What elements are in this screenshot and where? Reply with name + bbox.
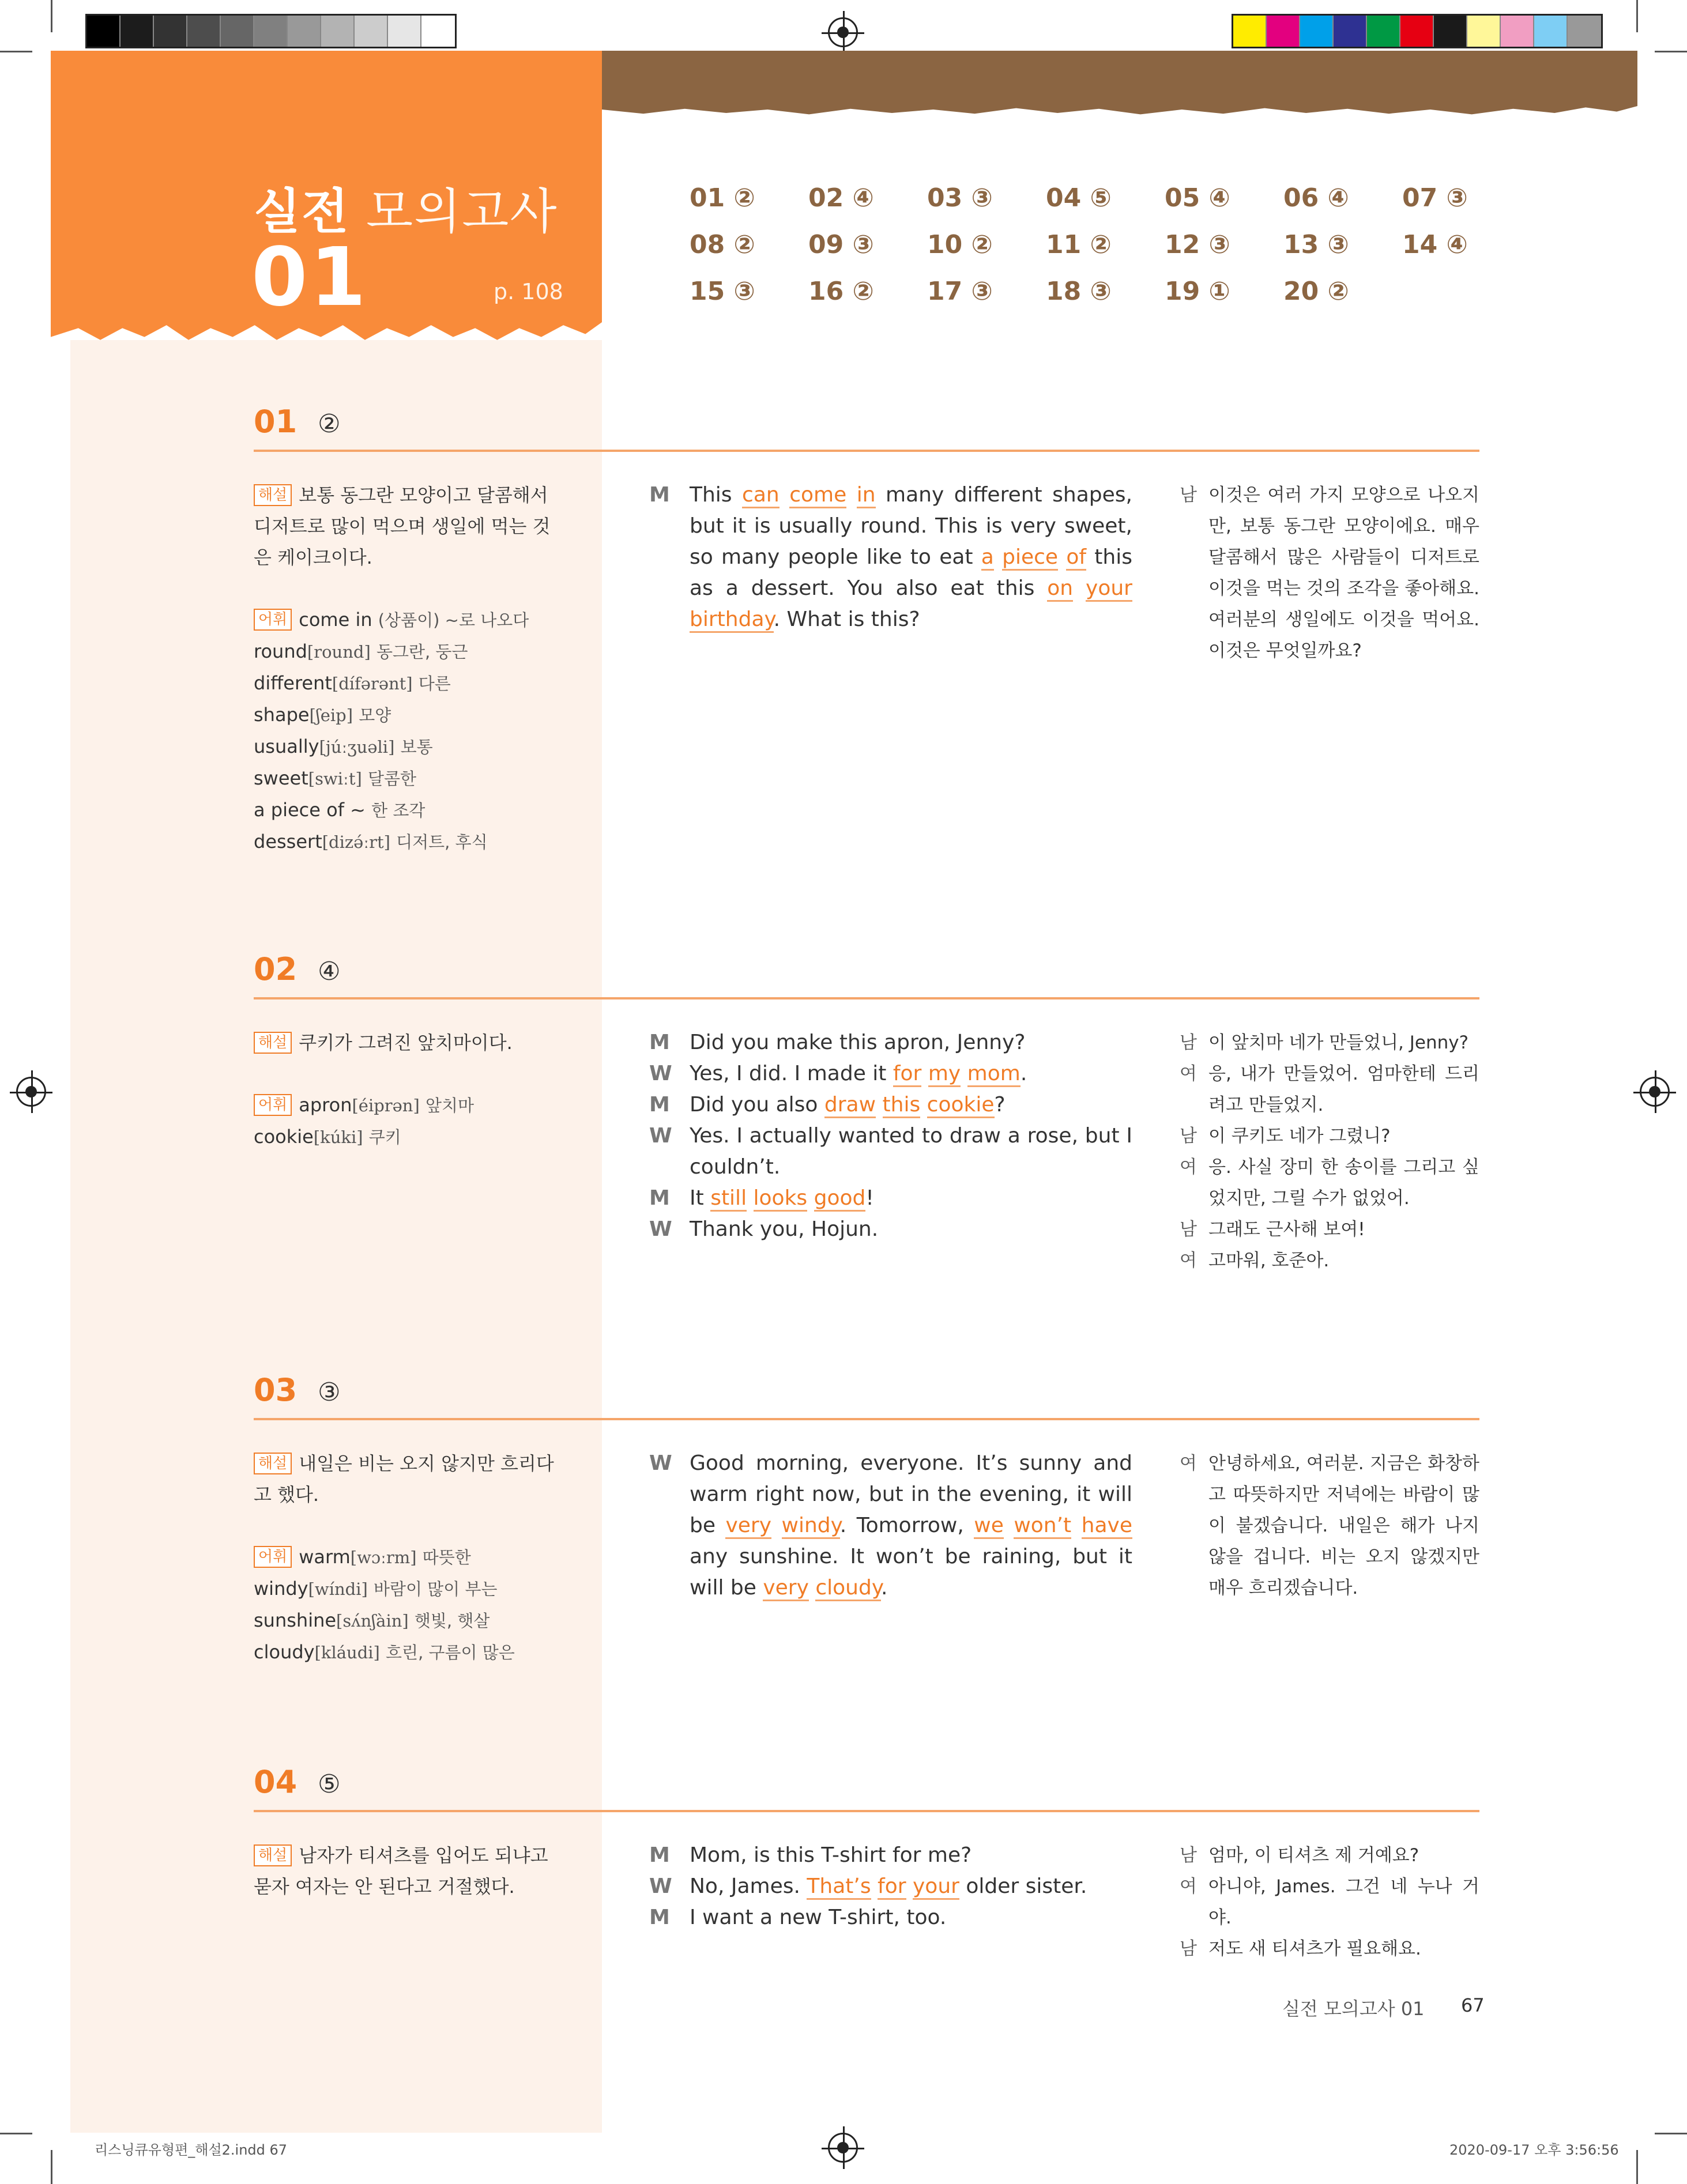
dialog-text: many different shapes, but it is usually round. This is very sweet, so many people like to eat <box>690 483 1132 569</box>
color-swatch <box>1501 16 1534 47</box>
vocabulary-meaning: 다른 <box>418 674 451 693</box>
vocabulary-item <box>254 1121 565 1153</box>
dialog-line <box>648 1840 1132 1871</box>
dialog-line <box>648 1902 1132 1933</box>
translation-line <box>1180 1121 1479 1152</box>
vocabulary-pronunciation: [wɔːrm] <box>350 1548 417 1567</box>
vocabulary-meaning: (상품이) ~로 나오다 <box>378 610 529 630</box>
vocabulary-word: different <box>254 672 332 694</box>
answer-key-item: 05 ④ <box>1165 183 1230 213</box>
question-number: 04 <box>254 1764 298 1800</box>
question-divider <box>254 450 1479 452</box>
translation-line <box>1180 1152 1479 1214</box>
explanation-text <box>254 480 565 573</box>
question-header <box>254 951 341 987</box>
dictation-blank-word: for <box>878 1874 906 1900</box>
dialog-line <box>648 1183 1132 1214</box>
answer-key-item: 16 ② <box>808 277 874 306</box>
korean-translation <box>1180 1840 1479 1964</box>
dialog-text <box>807 1186 814 1210</box>
dialog-text: Did you make this apron, Jenny? <box>690 1031 1026 1054</box>
color-swatch <box>421 16 455 47</box>
korean-translation <box>1180 1448 1479 1604</box>
translation-text: 아니야, James. 그건 네 누나 거야. <box>1208 1876 1479 1928</box>
dialog-text: any sunshine. It won’t be raining, but it will be <box>690 1545 1132 1600</box>
speaker-label: M <box>649 483 670 507</box>
header-brown-band <box>602 51 1637 120</box>
color-swatch <box>221 16 254 47</box>
dictation-blank-word: have <box>1082 1514 1132 1539</box>
translation-line <box>1180 1933 1479 1964</box>
vocabulary-item <box>254 826 565 858</box>
korean-translation <box>1180 480 1479 666</box>
explanation-column <box>254 1027 565 1153</box>
answer-key-item: 07 ③ <box>1402 183 1468 213</box>
dialog-text <box>1073 576 1086 600</box>
speaker-label: M <box>649 1906 670 1929</box>
question-answer: ② <box>318 409 341 439</box>
question-answer: ④ <box>318 957 341 986</box>
dictation-blank-word: birthday <box>690 608 774 633</box>
dictation-blank-word: very <box>763 1576 809 1601</box>
vocabulary-meaning: 쿠키 <box>368 1127 401 1147</box>
color-swatch <box>187 16 221 47</box>
explanation-body: 남자가 티셔츠를 입어도 되냐고 묻자 여자는 안 된다고 거절했다. <box>254 1844 548 1898</box>
dialog-text: older sister. <box>959 1874 1087 1898</box>
color-swatch <box>1568 16 1601 47</box>
process-color-bar <box>1232 14 1603 48</box>
dialog-script <box>648 1448 1132 1604</box>
question-number: 01 <box>254 403 298 440</box>
color-swatch <box>321 16 355 47</box>
translation-text: 그래도 근사해 보여! <box>1208 1219 1365 1240</box>
answer-key-item: 15 ③ <box>690 277 755 306</box>
vocabulary-word: warm <box>299 1546 351 1568</box>
dialog-text: . Tomorrow, <box>839 1514 974 1537</box>
vocabulary-tag: 어휘 <box>254 1094 292 1116</box>
dialog-text: this as a dessert. You also eat this <box>690 545 1132 600</box>
dictation-blank-word: a <box>981 545 994 571</box>
dialog-line <box>648 1448 1132 1604</box>
vocabulary-pronunciation: [kláudi] <box>314 1643 380 1662</box>
dialog-text <box>846 483 856 507</box>
dictation-blank-word: your <box>913 1874 959 1900</box>
answer-key-item: 11 ② <box>1046 230 1112 259</box>
dictation-blank-word: piece <box>1002 545 1058 571</box>
vocabulary-tag: 어휘 <box>254 1546 292 1568</box>
vocabulary-word: sunshine <box>254 1609 337 1631</box>
speaker-label: W <box>649 1124 672 1148</box>
vocabulary-word: apron <box>299 1094 352 1116</box>
color-swatch <box>1334 16 1367 47</box>
dialog-text: ? <box>994 1093 1006 1116</box>
explanation-body: 쿠키가 그려진 앞치마이다. <box>299 1032 513 1054</box>
vocabulary-item <box>254 731 565 763</box>
answer-key-item: 14 ④ <box>1402 230 1468 259</box>
question-answer: ③ <box>318 1378 341 1407</box>
vocabulary-list <box>254 1089 565 1153</box>
crop-mark <box>51 2150 52 2184</box>
question-answer: ⑤ <box>318 1770 341 1799</box>
dialog-text: It <box>690 1186 711 1210</box>
registration-mark-right-icon <box>1640 1077 1670 1107</box>
color-swatch <box>1300 16 1334 47</box>
dialog-text: Did you also <box>690 1093 824 1116</box>
vocabulary-pronunciation: [swiːt] <box>308 769 362 789</box>
answer-key-item: 10 ② <box>927 230 993 259</box>
translation-speaker: 여 <box>1180 1250 1197 1271</box>
translation-line <box>1180 1214 1479 1245</box>
dictation-blank-word: your <box>1086 576 1132 602</box>
translation-text: 응, 내가 만들었어. 엄마한테 드리려고 만들었지. <box>1208 1063 1479 1115</box>
vocabulary-meaning: 동그란, 둥근 <box>376 642 468 662</box>
question-divider <box>254 1418 1479 1420</box>
answer-key-item: 20 ② <box>1283 277 1349 306</box>
translation-speaker: 여 <box>1180 1453 1197 1474</box>
vocabulary-meaning: 보통 <box>400 737 433 757</box>
page-number: 67 <box>1461 1994 1485 2016</box>
translation-speaker: 남 <box>1180 485 1197 506</box>
color-swatch <box>1434 16 1467 47</box>
dialog-text <box>961 1062 967 1085</box>
registration-mark-left-icon <box>16 1077 46 1107</box>
vocabulary-word: shape <box>254 704 310 726</box>
translation-text: 엄마, 이 티셔츠 제 거예요? <box>1208 1845 1419 1866</box>
answer-key-item: 06 ④ <box>1283 183 1349 213</box>
crop-mark <box>1636 2150 1638 2184</box>
explanation-text <box>254 1840 565 1902</box>
vocabulary-word: come in <box>299 609 372 631</box>
answer-key-item: 08 ② <box>690 230 755 259</box>
answer-key-item: 17 ③ <box>927 277 993 306</box>
color-swatch <box>1367 16 1400 47</box>
question-header <box>254 1372 341 1408</box>
dialog-text <box>1004 1514 1014 1537</box>
dictation-blank-word: of <box>1066 545 1086 571</box>
crop-mark <box>1636 0 1638 32</box>
vocabulary-meaning: 앞치마 <box>425 1096 475 1115</box>
explanation-text <box>254 1448 565 1510</box>
dictation-blank-word: cookie <box>927 1093 995 1118</box>
korean-translation <box>1180 1027 1479 1276</box>
dictation-blank-word: in <box>857 483 876 508</box>
dialog-line <box>648 1089 1132 1121</box>
dictation-blank-word: come <box>789 483 846 508</box>
dialog-text <box>994 545 1002 569</box>
speaker-label: M <box>649 1093 670 1116</box>
print-timestamp: 2020-09-17 오후 3:56:56 <box>1449 2142 1619 2158</box>
dictation-blank-word: my <box>928 1062 961 1087</box>
vocabulary-item <box>254 1541 565 1573</box>
color-swatch <box>388 16 421 47</box>
speaker-label: W <box>649 1874 672 1898</box>
answer-key-item: 12 ③ <box>1165 230 1230 259</box>
vocabulary-word: sweet <box>254 767 308 789</box>
answer-key-item: 13 ③ <box>1283 230 1349 259</box>
translation-text: 안녕하세요, 여러분. 지금은 화창하고 따뜻하지만 저녁에는 바람이 많이 불겠습니다. 내일은 해가 나지 않을 겁니다. 비는 오지 않겠지만 매우 흐리겠습니다. <box>1208 1453 1479 1598</box>
vocabulary-meaning: 따뜻한 <box>422 1548 471 1567</box>
dialog-text <box>1071 1514 1081 1537</box>
color-swatch <box>87 16 120 47</box>
exam-title: 실전 모의고사 <box>254 183 558 240</box>
crop-mark <box>1655 2133 1687 2134</box>
vocabulary-meaning: 한 조각 <box>371 801 425 820</box>
explanation-tag: 해설 <box>254 1844 292 1866</box>
dictation-blank-word: on <box>1047 576 1073 602</box>
registration-mark-top-icon <box>828 17 858 47</box>
dialog-script <box>648 1840 1132 1933</box>
dialog-line <box>648 1121 1132 1183</box>
explanation-column <box>254 1448 565 1668</box>
vocabulary-word: windy <box>254 1578 308 1600</box>
question-number: 02 <box>254 951 298 987</box>
speaker-label: M <box>649 1186 670 1210</box>
dictation-blank-word: this <box>883 1093 921 1118</box>
color-swatch <box>1233 16 1267 47</box>
translation-speaker: 여 <box>1180 1157 1197 1178</box>
footer-section-title: 실전 모의고사 01 <box>1282 1998 1425 2020</box>
dialog-text: Thank you, Hojun. <box>690 1217 879 1241</box>
dictation-blank-word: That’s <box>807 1874 871 1900</box>
translation-text: 이것은 여러 가지 모양으로 나오지만, 보통 동그란 모양이에요. 매우 달콤해서 많은 사람들이 디저트로 이것을 먹는 것의 조각을 좋아해요. 여러분의 생일에도 이것을 먹어요. 이것은 무엇일까요? <box>1208 485 1479 661</box>
crop-mark <box>1655 51 1687 52</box>
crop-mark <box>51 0 52 32</box>
translation-text: 이 쿠키도 네가 그렸니? <box>1208 1126 1391 1146</box>
color-swatch <box>254 16 288 47</box>
speaker-label: W <box>649 1062 672 1085</box>
explanation-column <box>254 1840 565 1902</box>
question-header <box>254 1764 341 1800</box>
translation-speaker: 남 <box>1180 1938 1197 1959</box>
dialog-text: This <box>690 483 743 507</box>
vocabulary-word: dessert <box>254 831 322 853</box>
question-header <box>254 403 341 440</box>
translation-line <box>1180 1448 1479 1604</box>
dialog-text <box>780 483 789 507</box>
vocabulary-item <box>254 1573 565 1605</box>
color-swatch <box>154 16 187 47</box>
vocabulary-item <box>254 604 565 636</box>
vocabulary-pronunciation: [sʌ́nʃàin] <box>336 1611 409 1631</box>
translation-line <box>1180 1871 1479 1933</box>
vocabulary-word: round <box>254 640 307 662</box>
dialog-text <box>809 1576 815 1600</box>
vocabulary-tag: 어휘 <box>254 609 292 631</box>
answer-key-item: 03 ③ <box>927 183 993 213</box>
vocabulary-pronunciation: [dizə́ːrt] <box>322 832 390 852</box>
crop-mark <box>0 51 32 52</box>
vocabulary-pronunciation: [wíndi] <box>308 1579 368 1599</box>
vocabulary-pronunciation: [kúki] <box>313 1127 363 1147</box>
vocabulary-list <box>254 604 565 858</box>
answer-key-grid <box>690 183 1508 306</box>
dialog-text <box>920 1093 927 1116</box>
answer-key-item: 04 ⑤ <box>1046 183 1112 213</box>
translation-speaker: 여 <box>1180 1876 1197 1897</box>
dialog-line <box>648 1027 1132 1058</box>
translation-line <box>1180 1245 1479 1276</box>
vocabulary-item <box>254 667 565 699</box>
vocabulary-item <box>254 636 565 667</box>
vocabulary-list <box>254 1541 565 1668</box>
dialog-text: ! <box>865 1186 874 1210</box>
vocabulary-pronunciation: [dífərənt] <box>332 674 413 693</box>
dictation-blank-word: mom <box>967 1062 1021 1087</box>
speaker-label: M <box>649 1031 670 1054</box>
dialog-text: I want a new T-shirt, too. <box>690 1906 947 1929</box>
dialog-text: Mom, is this T-shirt for me? <box>690 1843 972 1867</box>
translation-text: 저도 새 티셔츠가 필요해요. <box>1208 1938 1421 1959</box>
color-swatch <box>288 16 321 47</box>
vocabulary-meaning: 흐린, 구름이 많은 <box>386 1643 515 1662</box>
explanation-column <box>254 480 565 858</box>
answer-key-item: 19 ① <box>1165 277 1230 306</box>
registration-mark-bottom-icon <box>828 2133 858 2163</box>
vocabulary-pronunciation: [ʃeip] <box>309 706 353 725</box>
translation-speaker: 남 <box>1180 1845 1197 1866</box>
dialog-line <box>648 480 1132 635</box>
dialog-text <box>906 1874 913 1898</box>
color-swatch <box>1267 16 1300 47</box>
vocabulary-item <box>254 763 565 794</box>
vocabulary-item <box>254 794 565 826</box>
vocabulary-pronunciation: [júːʒuəli] <box>319 737 395 757</box>
dialog-text: Yes, I did. I made it <box>690 1062 893 1085</box>
explanation-body: 보통 동그란 모양이고 달콤해서 디저트로 많이 먹으며 생일에 먹는 것은 케이크이다. <box>254 484 551 568</box>
explanation-text <box>254 1027 565 1058</box>
vocabulary-word: cloudy <box>254 1641 315 1663</box>
vocabulary-word: a piece of ~ <box>254 799 366 821</box>
question-number: 03 <box>254 1372 298 1408</box>
speaker-label: M <box>649 1843 670 1867</box>
speaker-label: W <box>649 1217 672 1241</box>
question-divider <box>254 1810 1479 1812</box>
dictation-blank-word: looks <box>754 1186 808 1212</box>
dialog-text: No, James. <box>690 1874 807 1898</box>
file-slug: 리스닝큐유형편_해설2.indd 67 <box>95 2142 288 2158</box>
vocabulary-pronunciation: [éiprən] <box>352 1096 420 1115</box>
vocabulary-item <box>254 699 565 731</box>
dialog-line <box>648 1871 1132 1902</box>
vocabulary-item <box>254 1605 565 1636</box>
color-swatch <box>120 16 154 47</box>
color-swatch <box>1534 16 1568 47</box>
dictation-blank-word: cloudy <box>815 1576 881 1601</box>
explanation-body: 내일은 비는 오지 않지만 흐리다고 했다. <box>254 1453 554 1506</box>
explanation-tag: 해설 <box>254 1453 292 1474</box>
color-swatch <box>1467 16 1501 47</box>
translation-speaker: 남 <box>1180 1126 1197 1146</box>
dictation-blank-word: still <box>710 1186 747 1212</box>
explanation-tag: 해설 <box>254 484 292 506</box>
dictation-blank-word: very <box>725 1514 771 1539</box>
dictation-blank-word: windy <box>782 1514 840 1539</box>
dialog-line <box>648 1214 1132 1245</box>
dialog-text <box>771 1514 781 1537</box>
dialog-text: . <box>881 1576 888 1600</box>
translation-speaker: 남 <box>1180 1219 1197 1240</box>
translation-text: 응. 사실 장미 한 송이를 그리고 싶었지만, 그릴 수가 없었어. <box>1208 1157 1479 1209</box>
translation-text: 이 앞치마 네가 만들었니, Jenny? <box>1208 1032 1469 1053</box>
vocabulary-item <box>254 1089 565 1121</box>
explanation-tag: 해설 <box>254 1032 292 1054</box>
dictation-blank-word: we <box>974 1514 1004 1539</box>
exam-number: 01 <box>251 231 368 325</box>
dialog-script <box>648 480 1132 635</box>
vocabulary-meaning: 모양 <box>359 706 391 725</box>
dictation-blank-word: draw <box>824 1093 876 1118</box>
dialog-text <box>921 1062 928 1085</box>
vocabulary-meaning: 햇빛, 햇살 <box>414 1611 490 1631</box>
dictation-blank-word: for <box>893 1062 922 1087</box>
translation-line <box>1180 1058 1479 1121</box>
vocabulary-meaning: 디저트, 후식 <box>396 832 488 852</box>
dictation-blank-word: won’t <box>1014 1514 1071 1539</box>
color-swatch <box>355 16 388 47</box>
vocabulary-meaning: 달콤한 <box>367 769 417 789</box>
dialog-text: . What is this? <box>773 608 920 631</box>
dialog-line <box>648 1058 1132 1089</box>
vocabulary-item <box>254 1636 565 1668</box>
crop-mark <box>0 2133 32 2134</box>
answer-key-item: 02 ④ <box>808 183 874 213</box>
question-divider <box>254 997 1479 999</box>
dialog-text: Good morning, everyone. It’s sunny and warm right now, but in the evening, it will be <box>690 1451 1132 1537</box>
dialog-text <box>876 1093 882 1116</box>
vocabulary-word: cookie <box>254 1126 314 1148</box>
gray-color-bar <box>85 14 457 48</box>
answer-key-item: 01 ② <box>690 183 755 213</box>
translation-speaker: 남 <box>1180 1032 1197 1053</box>
vocabulary-word: usually <box>254 735 319 757</box>
page-reference: p. 108 <box>494 279 563 304</box>
dialog-script <box>648 1027 1132 1245</box>
dialog-text <box>1058 545 1066 569</box>
dialog-text <box>871 1874 878 1898</box>
vocabulary-meaning: 바람이 많이 부는 <box>374 1579 498 1599</box>
translation-line <box>1180 480 1479 666</box>
translation-text: 고마워, 호준아. <box>1208 1250 1330 1271</box>
dictation-blank-word: good <box>814 1186 866 1212</box>
translation-line <box>1180 1840 1479 1871</box>
dialog-text: Yes. I actually wanted to draw a rose, but I couldn’t. <box>690 1124 1132 1179</box>
dialog-text <box>747 1186 753 1210</box>
vocabulary-pronunciation: [round] <box>307 642 371 662</box>
translation-speaker: 여 <box>1180 1063 1197 1084</box>
answer-key-item: 09 ③ <box>808 230 874 259</box>
translation-line <box>1180 1027 1479 1058</box>
speaker-label: W <box>649 1451 672 1475</box>
answer-key-item: 18 ③ <box>1046 277 1112 306</box>
dialog-text: . <box>1020 1062 1027 1085</box>
color-swatch <box>1400 16 1434 47</box>
dictation-blank-word: can <box>742 483 780 508</box>
